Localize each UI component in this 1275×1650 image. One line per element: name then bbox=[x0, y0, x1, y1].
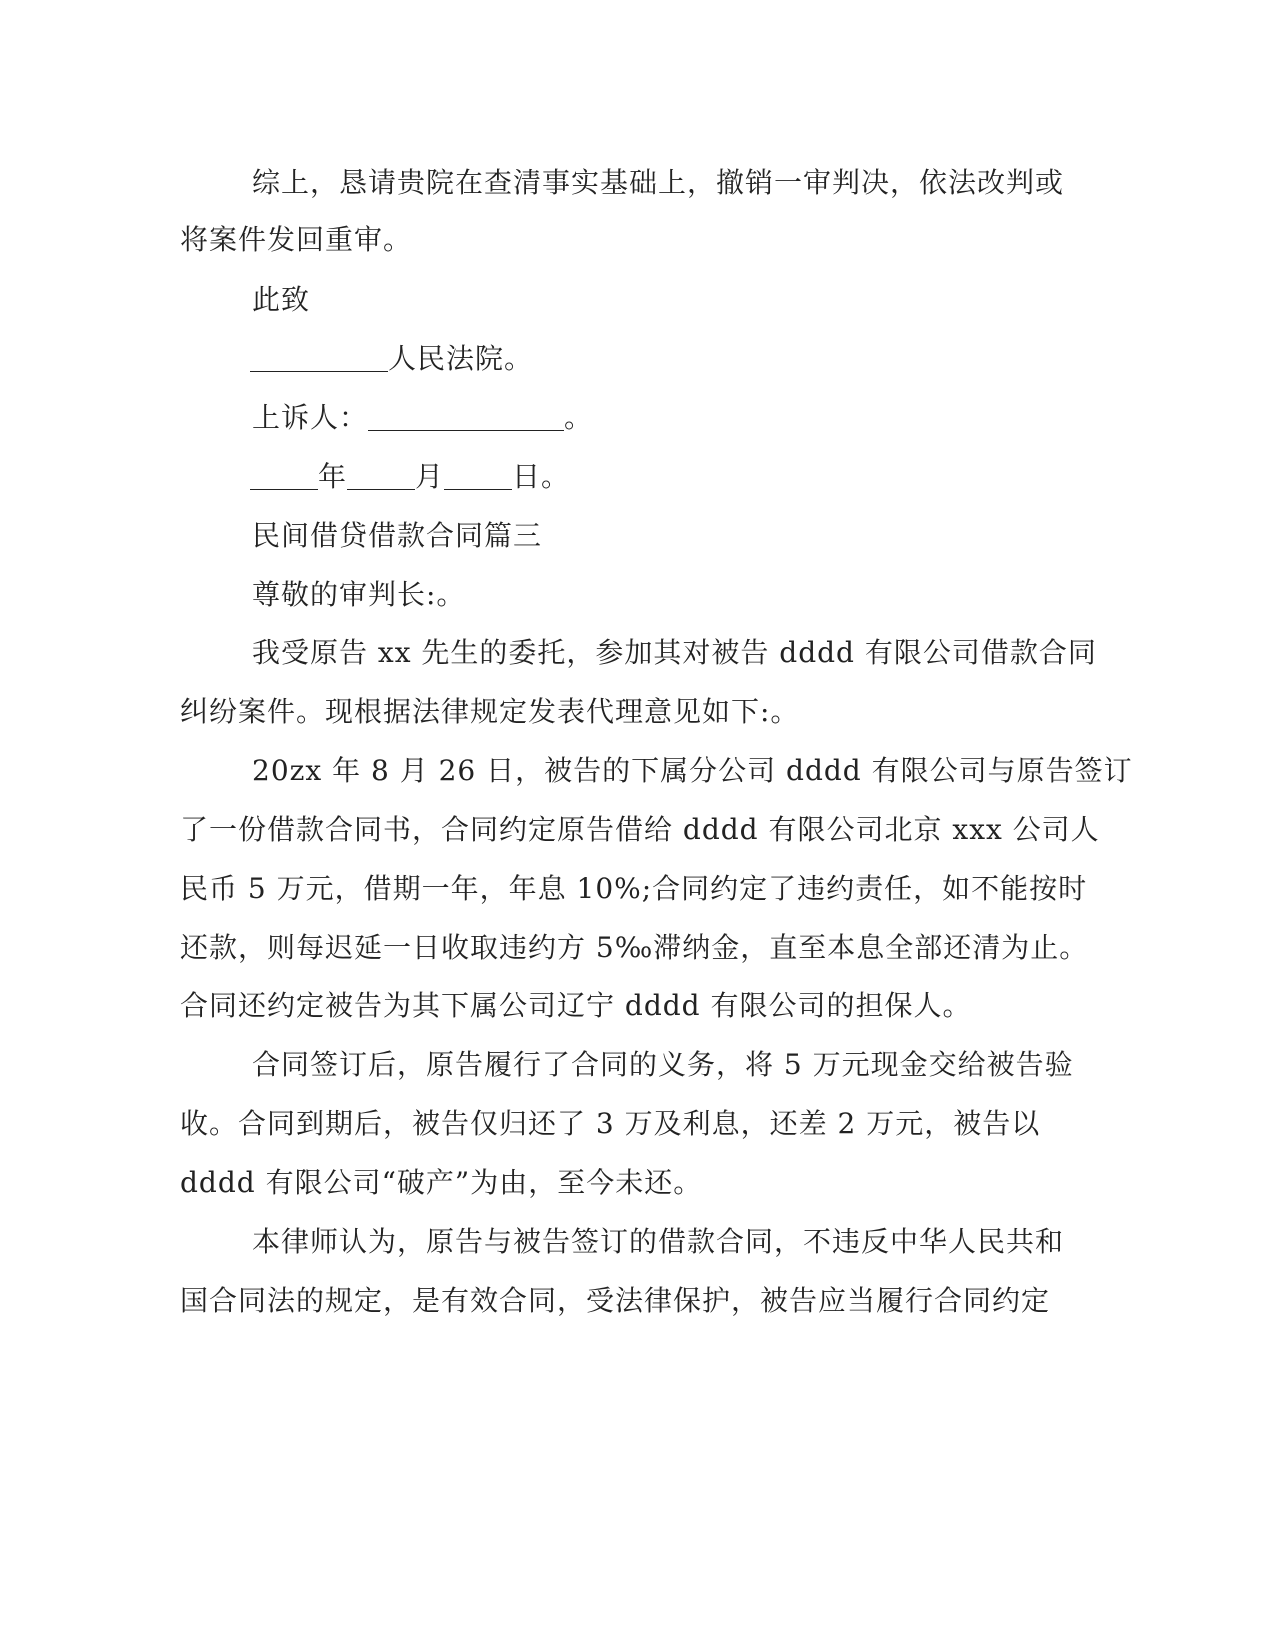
section-heading: 民间借贷借款合同篇三 bbox=[252, 519, 543, 552]
paragraph-line: 综上，恳请贵院在查清事实基础上，撤销一审判决，依法改判或 bbox=[252, 166, 1065, 199]
paragraph-line: 将案件发回重审。 bbox=[180, 223, 413, 256]
day-blank bbox=[444, 461, 512, 490]
paragraph-line: 收。合同到期后，被告仅归还了 3 万及利息，还差 2 万元，被告以 bbox=[180, 1107, 1041, 1140]
court-line bbox=[250, 341, 533, 377]
paragraph-line: 还款，则每迟延一日收取违约方 5‰滞纳金，直至本息全部还清为止。 bbox=[180, 931, 1089, 964]
paragraph-line: 了一份借款合同书，合同约定原告借给 dddd 有限公司北京 xxx 公司人 bbox=[180, 813, 1100, 846]
paragraph-line: 合同签订后，原告履行了合同的义务，将 5 万元现金交给被告验 bbox=[252, 1048, 1074, 1081]
paragraph-line: 民币 5 万元，借期一年，年息 10%;合同约定了违约责任，如不能按时 bbox=[180, 872, 1088, 905]
paragraph-line: dddd 有限公司“破产”为由，至今未还。 bbox=[180, 1166, 703, 1199]
appellant-label: 上诉人： bbox=[252, 401, 369, 434]
paragraph-line: 国合同法的规定，是有效合同，受法律保护，被告应当履行合同约定 bbox=[180, 1284, 1051, 1317]
date-line bbox=[250, 459, 570, 495]
paragraph-line: 20zx 年 8 月 26 日，被告的下属分公司 dddd 有限公司与原告签订 bbox=[252, 754, 1133, 787]
month-label: 月 bbox=[415, 460, 445, 493]
greeting-line: 尊敬的审判长:。 bbox=[252, 578, 466, 611]
day-label: 日。 bbox=[512, 460, 571, 493]
appellant-line bbox=[252, 400, 593, 436]
paragraph-line: 我受原告 xx 先生的委托，参加其对被告 dddd 有限公司借款合同 bbox=[252, 636, 1097, 669]
court-name-blank bbox=[250, 343, 388, 372]
year-blank bbox=[250, 461, 318, 490]
court-suffix: 人民法院。 bbox=[388, 342, 534, 375]
paragraph-line: 本律师认为，原告与被告签订的借款合同，不违反中华人民共和 bbox=[252, 1225, 1065, 1258]
year-label: 年 bbox=[318, 460, 348, 493]
appellant-blank bbox=[368, 402, 564, 431]
paragraph-line: 纠纷案件。现根据法律规定发表代理意见如下:。 bbox=[180, 695, 800, 728]
appellant-suffix: 。 bbox=[564, 401, 594, 434]
paragraph-line: 合同还约定被告为其下属公司辽宁 dddd 有限公司的担保人。 bbox=[180, 989, 972, 1022]
month-blank bbox=[347, 461, 415, 490]
salutation-line: 此致 bbox=[252, 283, 311, 316]
